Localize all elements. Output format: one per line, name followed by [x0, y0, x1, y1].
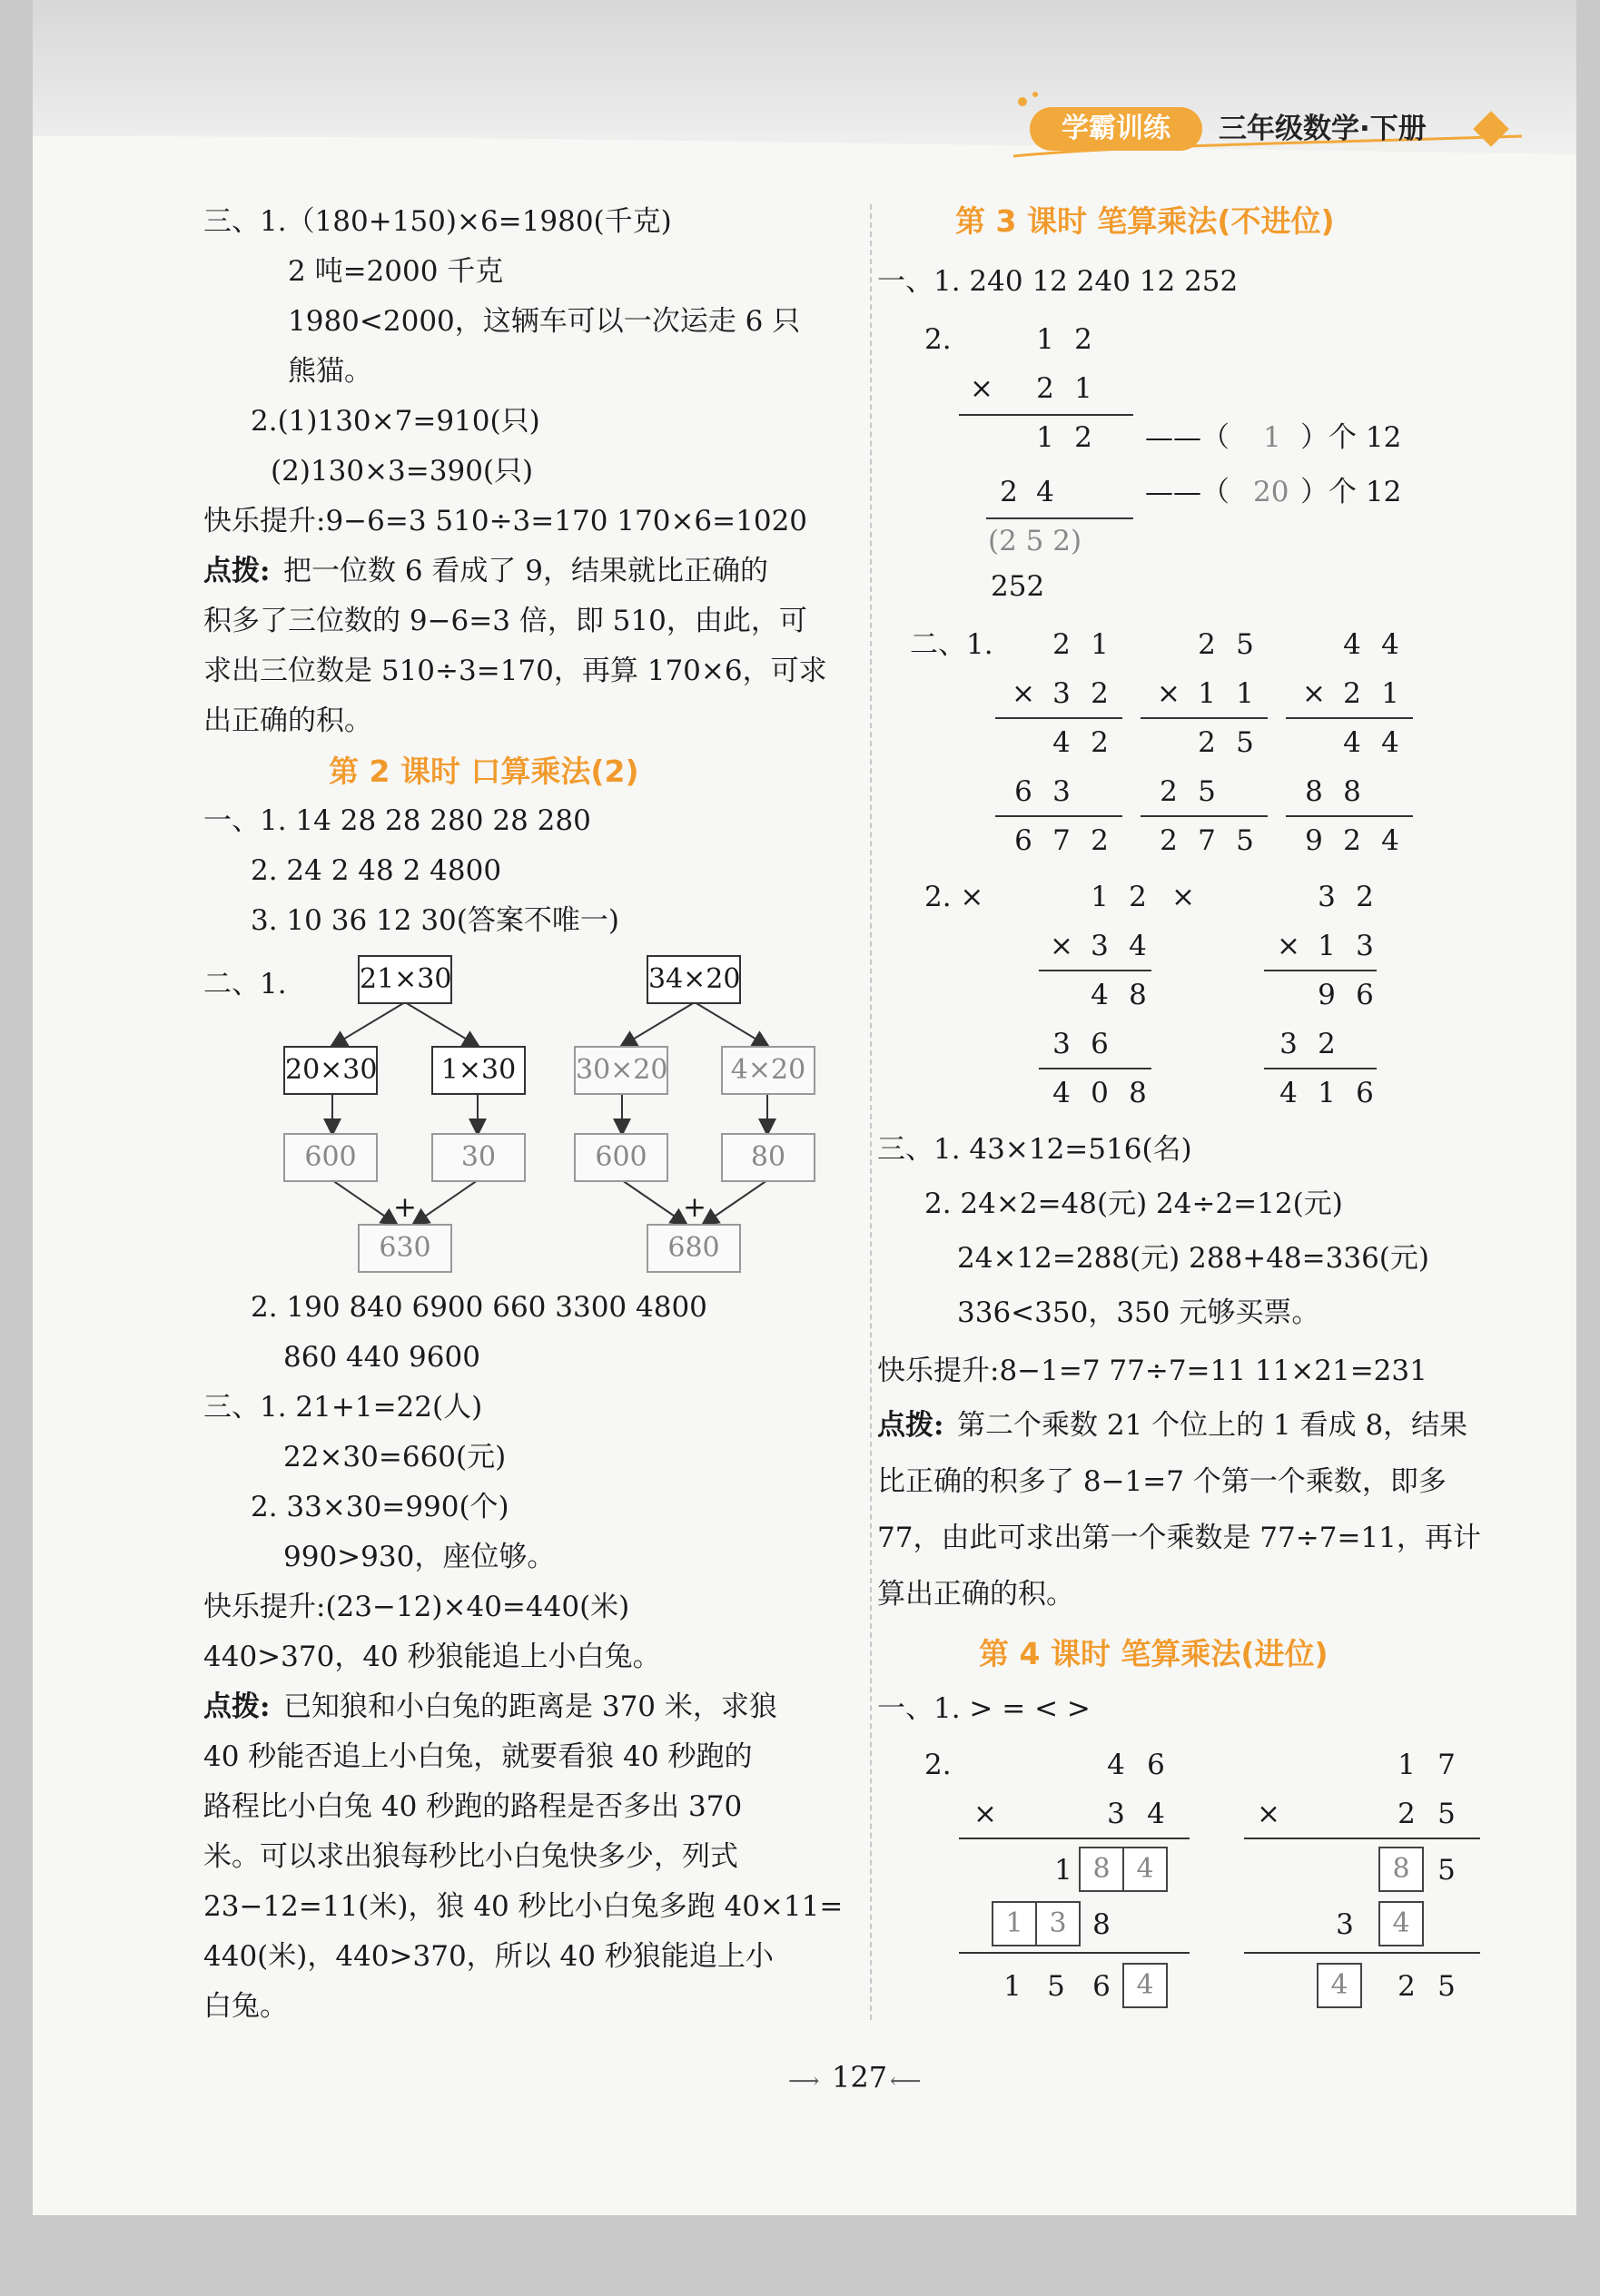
times-sign: ×: [970, 372, 993, 405]
digit: 1: [1036, 323, 1054, 356]
text-line: 二、1.: [203, 968, 287, 1000]
text-line: 米。可以求出狼每秒比小白兔快多少，列式: [203, 1840, 738, 1873]
digit: 3: [1336, 1908, 1354, 1941]
digit: 4: [1129, 930, 1147, 962]
digit: 9: [1318, 979, 1336, 1011]
text-line: 440>370，40 秒狼能追上小白兔。: [203, 1641, 661, 1673]
answer-box: 3: [1035, 1901, 1081, 1946]
digit: 3: [1052, 1028, 1071, 1060]
text-line: 第二个乘数 21 个位上的 1 看成 8，结果: [957, 1409, 1468, 1442]
text-line: 1980<2000，这辆车可以一次运走 6 只: [288, 305, 801, 338]
digit: 2: [1343, 677, 1361, 710]
answer-box: 4×20: [721, 1046, 815, 1095]
digit: 8: [1305, 775, 1323, 808]
text-line: 算出正确的积。: [877, 1578, 1074, 1611]
digit: 1: [1381, 677, 1399, 710]
text-line: 77，由此可求出第一个乘数是 77÷7=11，再计: [877, 1522, 1481, 1554]
digit: 6: [1014, 824, 1032, 857]
digit: 3: [1091, 930, 1109, 962]
text-line: 990>930，座位够。: [283, 1541, 556, 1573]
text-line: 2 吨=2000 千克: [288, 255, 504, 288]
digit: 2: [1398, 1798, 1416, 1830]
digit: 2: [1091, 677, 1109, 710]
digit: 7: [1198, 824, 1216, 857]
digit: 4: [1147, 1798, 1165, 1830]
answer-box: 30×20: [574, 1046, 668, 1095]
answer-value: 1: [1263, 421, 1281, 454]
digit: 3: [1052, 775, 1071, 808]
text-line: 出正确的积。: [203, 705, 372, 737]
answer-value: (2 5 2): [988, 525, 1082, 557]
text-line: 22×30=660(元): [283, 1441, 507, 1473]
rule: [1141, 717, 1268, 719]
digit: 6: [1356, 1077, 1374, 1109]
digit: 2: [1074, 421, 1092, 454]
digit: 2: [1036, 372, 1054, 405]
answer-box: 8: [1378, 1847, 1424, 1892]
page: [33, 0, 1576, 2215]
text-line: 已知狼和小白兔的距离是 370 米，求狼: [283, 1690, 777, 1723]
text-line: 2. 33×30=990(个): [251, 1491, 509, 1523]
text-line: ）个 12: [1300, 421, 1402, 454]
text-line: 熊猫。: [288, 355, 372, 388]
rule: [959, 1952, 1190, 1954]
rule: [995, 717, 1122, 719]
series-badge: 学霸训练: [1030, 107, 1202, 151]
answer-box: 30: [431, 1133, 526, 1182]
digit: 4: [1107, 1749, 1125, 1781]
text-line: 三、1. 43×12=516(名): [877, 1133, 1192, 1166]
rule: [1264, 970, 1377, 971]
answer-box: 8: [1079, 1847, 1124, 1892]
times-sign: ×: [1277, 930, 1300, 962]
answer-box: 80: [721, 1133, 815, 1182]
digit: 2: [1198, 726, 1216, 759]
text-line: 252: [991, 570, 1045, 603]
digit: 2: [1091, 726, 1109, 759]
digit: 3: [1318, 881, 1336, 913]
digit: 5: [1437, 1798, 1456, 1830]
text-line: 40 秒能否追上小白兔，就要看狼 40 秒跑的: [203, 1740, 753, 1773]
digit: 4: [1381, 726, 1399, 759]
digit: 2: [1356, 881, 1374, 913]
rule: [986, 517, 1133, 519]
book-title: 三年级数学·下册: [1219, 113, 1427, 145]
rule: [1286, 815, 1413, 817]
digit: 4: [1381, 628, 1399, 661]
rule: [1244, 1952, 1480, 1954]
tree-top: 21×30: [358, 955, 452, 1004]
digit: 4: [1052, 1077, 1071, 1109]
digit: 3: [1279, 1028, 1298, 1060]
times-sign: ×: [1012, 677, 1035, 710]
rule: [1039, 970, 1151, 971]
digit: 1: [1003, 1970, 1022, 2003]
answer-box: 600: [574, 1133, 668, 1182]
answer-box: 4: [1317, 1963, 1362, 2008]
text-line: 2.(1)130×7=910(只): [251, 405, 540, 438]
digit: 4: [1279, 1077, 1298, 1109]
text-line: 23−12=11(米)，狼 40 秒比小白兔多跑 40×11=: [203, 1890, 844, 1923]
digit: 8: [1129, 979, 1147, 1011]
rule: [959, 414, 1133, 416]
digit: 1: [1036, 421, 1054, 454]
digit: 2: [1198, 628, 1216, 661]
digit: 2: [1160, 824, 1178, 857]
digit: 2: [1074, 323, 1092, 356]
rule: [1264, 1068, 1377, 1069]
digit: 6: [1356, 979, 1374, 1011]
text-line: 860 440 9600: [283, 1341, 480, 1374]
digit: 8: [1129, 1077, 1147, 1109]
digit: 5: [1198, 775, 1216, 808]
digit: 4: [1343, 726, 1361, 759]
text-line: 336<350，350 元够买票。: [957, 1296, 1320, 1329]
times-sign: ×: [1302, 677, 1326, 710]
text-line: 24×12=288(元) 288+48=336(元): [957, 1242, 1429, 1275]
rule: [1039, 1068, 1151, 1069]
rule: [959, 1838, 1190, 1839]
text-line: 2. 190 840 6900 660 3300 4800: [251, 1291, 707, 1324]
answer-box: 630: [358, 1224, 452, 1273]
rule: [995, 815, 1122, 817]
digit: 7: [1437, 1749, 1456, 1781]
arrow-right-icon: ⟶: [788, 2068, 820, 2094]
answer-box: 600: [283, 1133, 378, 1182]
text-line: 一、1. > = < >: [877, 1692, 1091, 1725]
answer-box: 4: [1378, 1901, 1424, 1946]
text-line: 路程比小白兔 40 秒跑的路程是否多出 370: [203, 1790, 743, 1823]
rule: [1244, 1838, 1480, 1839]
tip-label: 点拨:: [203, 1690, 271, 1723]
digit: 5: [1437, 1854, 1456, 1887]
digit: 5: [1236, 824, 1254, 857]
digit: 6: [1091, 1028, 1109, 1060]
text-line: 三、1.（180+150)×6=1980(千克): [203, 205, 672, 238]
digit: 1: [1198, 677, 1216, 710]
digit: 1: [1091, 881, 1109, 913]
digit: 2: [1000, 476, 1018, 508]
lesson-title: 第 4 课时 笔算乘法(进位): [979, 1636, 1328, 1671]
happy-line: 快乐提升:(23−12)×40=440(米): [203, 1591, 630, 1623]
tree-top: 34×20: [647, 955, 741, 1004]
tree-arrows: [33, 0, 1576, 2215]
digit: 2: [1091, 824, 1109, 857]
page-number: 127: [832, 2060, 888, 2094]
digit: 0: [1091, 1077, 1109, 1109]
text-line: ）个 12: [1300, 476, 1402, 508]
digit: 1: [1054, 1854, 1072, 1887]
times-sign: ×: [1050, 930, 1073, 962]
text-line: 求出三位数是 510÷3=170，再算 170×6，可求: [203, 655, 827, 687]
tip-label: 点拨:: [203, 555, 271, 587]
times-sign: ×: [1257, 1798, 1280, 1830]
plus-sign: +: [393, 1191, 417, 1224]
rule: [1141, 815, 1268, 817]
digit: 1: [1318, 930, 1336, 962]
digit: 4: [1091, 979, 1109, 1011]
text-line: 2. 24 2 48 2 4800: [251, 854, 502, 887]
cross-mark: ×: [1171, 881, 1195, 913]
digit: 8: [1343, 775, 1361, 808]
answer-value: 20: [1253, 476, 1289, 508]
digit: 6: [1092, 1970, 1111, 2003]
text-line: 2. 24×2=48(元) 24÷2=12(元): [924, 1187, 1343, 1220]
lesson-title: 第 3 课时 笔算乘法(不进位): [955, 203, 1335, 239]
digit: 4: [1036, 476, 1054, 508]
text-line: 一、1. 14 28 28 280 28 280: [203, 804, 591, 837]
digit: 5: [1236, 628, 1254, 661]
digit: 1: [1398, 1749, 1416, 1781]
answer-box: 680: [647, 1224, 741, 1273]
text-line: 白兔。: [203, 1990, 288, 2023]
digit: 4: [1052, 726, 1071, 759]
text-line: 二、1.: [910, 628, 993, 661]
text-line: 比正确的积多了 8−1=7 个第一个乘数，即多: [877, 1465, 1447, 1498]
digit: 6: [1147, 1749, 1165, 1781]
rule: [1286, 717, 1413, 719]
answer-box: 4: [1122, 1847, 1168, 1892]
tree-node: 1×30: [431, 1046, 526, 1095]
text-line: 2. ×: [924, 881, 984, 913]
digit: 2: [1398, 1970, 1416, 2003]
digit: 4: [1381, 824, 1399, 857]
text-line: ——（: [1145, 421, 1230, 454]
answer-box: 1: [992, 1901, 1037, 1946]
happy-line: 快乐提升:8−1=7 77÷7=11 11×21=231: [877, 1355, 1427, 1387]
answer-box: 4: [1122, 1963, 1168, 2008]
digit: 1: [1236, 677, 1254, 710]
text-line: 把一位数 6 看成了 9，结果就比正确的: [283, 555, 769, 587]
lesson-title: 第 2 课时 口算乘法(2): [329, 754, 639, 789]
digit: 9: [1305, 824, 1323, 857]
text-line: (2)130×3=390(只): [271, 455, 534, 488]
digit: 6: [1014, 775, 1032, 808]
digit: 1: [1074, 372, 1092, 405]
times-sign: ×: [1157, 677, 1180, 710]
digit: 5: [1437, 1970, 1456, 2003]
text-line: 积多了三位数的 9−6=3 倍，即 510，由此，可: [203, 605, 807, 637]
tree-node: 20×30: [283, 1046, 378, 1095]
digit: 3: [1052, 677, 1071, 710]
text-line: 2.: [924, 323, 952, 356]
text-line: 3. 10 36 12 30(答案不唯一): [251, 904, 619, 937]
text-line: ——（: [1145, 476, 1230, 508]
plus-sign: +: [683, 1191, 706, 1224]
digit: 1: [1091, 628, 1109, 661]
text-line: 三、1. 21+1=22(人): [203, 1391, 483, 1424]
digit: 2: [1052, 628, 1071, 661]
text-line: 2.: [924, 1749, 952, 1781]
digit: 5: [1047, 1970, 1065, 2003]
digit: 2: [1160, 775, 1178, 808]
happy-line: 快乐提升:9−6=3 510÷3=170 170×6=1020: [203, 505, 808, 537]
digit: 2: [1129, 881, 1147, 913]
arrow-left-icon: ⟵: [890, 2068, 922, 2094]
digit: 3: [1356, 930, 1374, 962]
text-line: 440(米)，440>370，所以 40 秒狼能追上小: [203, 1940, 774, 1973]
digit: 5: [1236, 726, 1254, 759]
digit: 4: [1343, 628, 1361, 661]
digit: 2: [1343, 824, 1361, 857]
tip-label: 点拨:: [877, 1409, 944, 1442]
times-sign: ×: [973, 1798, 997, 1830]
digit: 2: [1318, 1028, 1336, 1060]
digit: 3: [1107, 1798, 1125, 1830]
text-line: 一、1. 240 12 240 12 252: [877, 265, 1239, 298]
digit: 7: [1052, 824, 1071, 857]
digit: 8: [1092, 1908, 1111, 1941]
digit: 1: [1318, 1077, 1336, 1109]
